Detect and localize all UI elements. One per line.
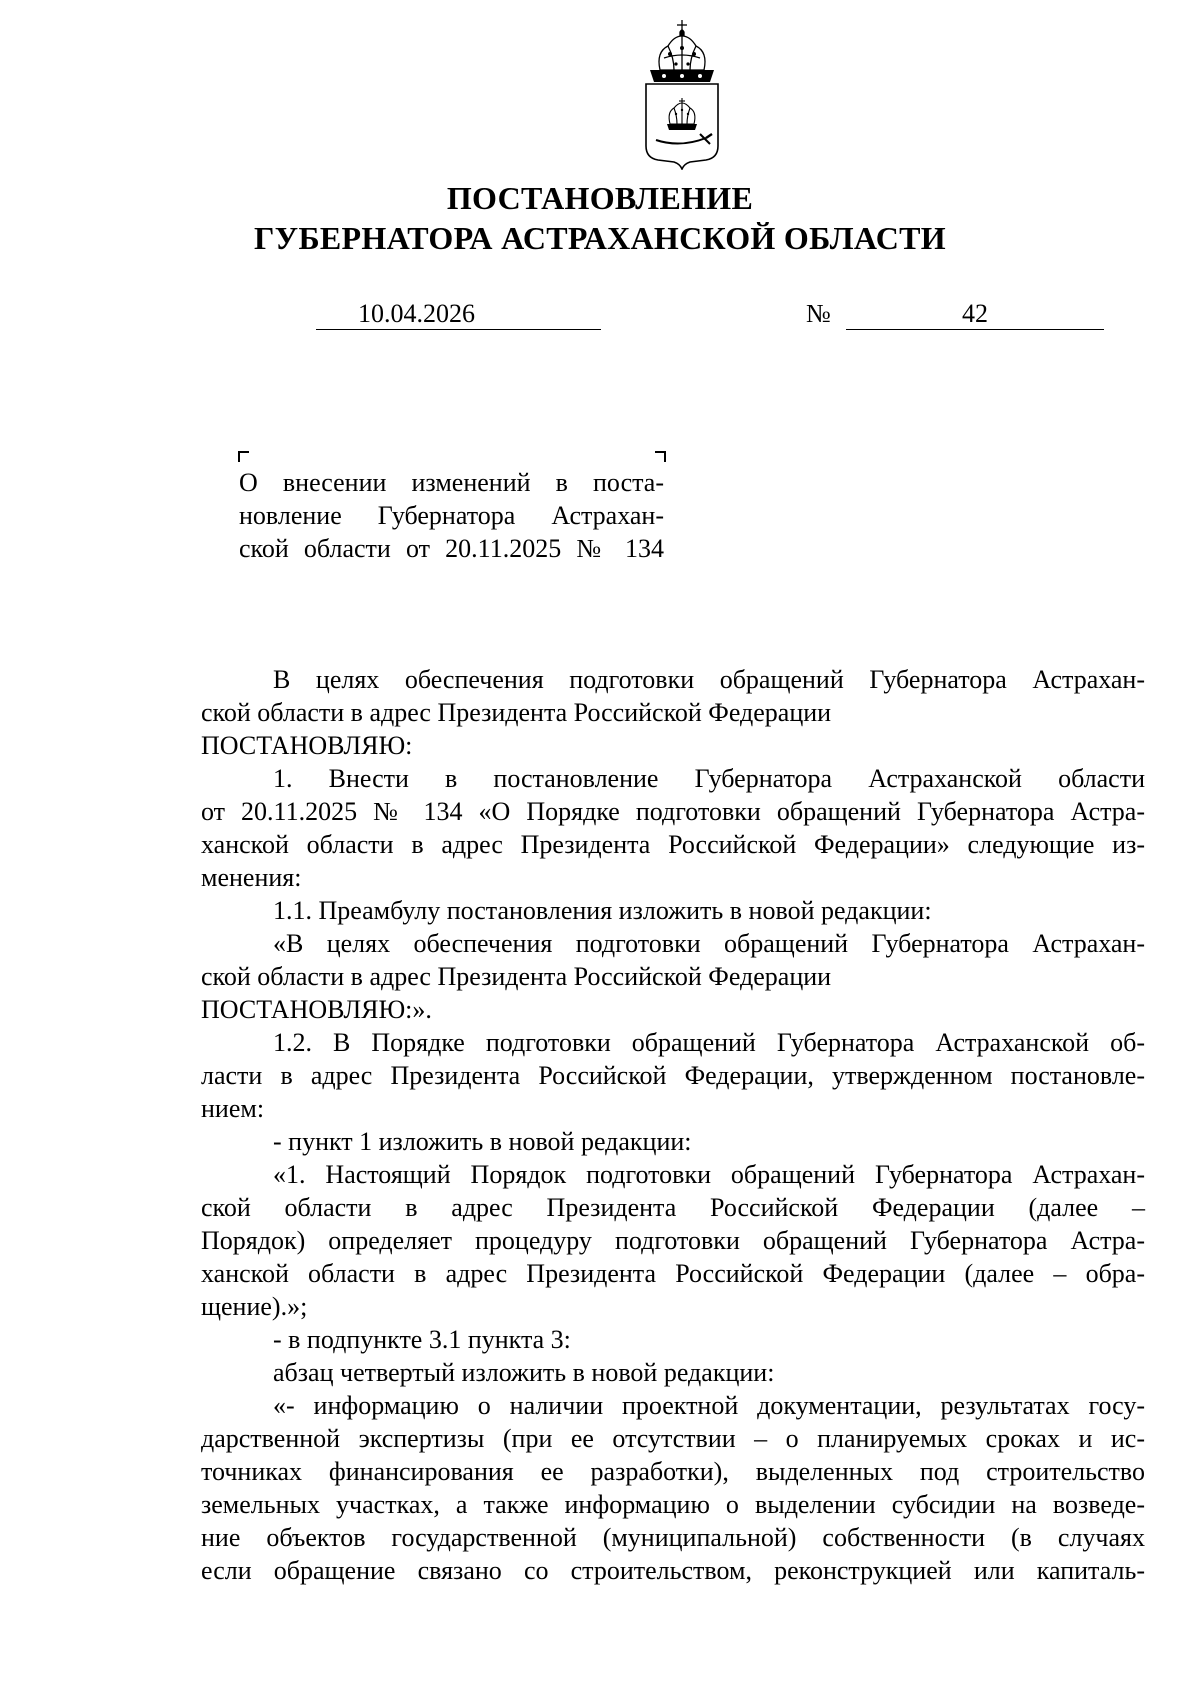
body-line: ПОСТАНОВЛЯЮ:: [201, 731, 413, 760]
body-line: если обращение связано со строительством, реконструкцией или капиталь-: [201, 1556, 1145, 1585]
body-line: - в подпункте 3.1 пункта 3:: [273, 1325, 571, 1354]
date-field: [316, 299, 601, 330]
body-line: «- информацию о наличии проектной документации, результатах госу-: [273, 1391, 1145, 1420]
document-type-title: ПОСТАНОВЛЕНИЕ: [446, 180, 754, 216]
body-line: щение).»;: [201, 1292, 308, 1321]
document-body: [201, 663, 1145, 1587]
body-line: нием:: [201, 1094, 265, 1123]
body-line: ласти в адрес Президента Российской Федерации, утвержденном постановле-: [201, 1061, 1145, 1090]
coat-of-arms-icon: [640, 18, 724, 170]
issuer-title: ГУБЕРНАТОРА АСТРАХАНСКОЙ ОБЛАСТИ: [254, 220, 946, 256]
body-line: ской области в адрес Президента Российской Федерации: [201, 698, 832, 727]
body-line: ской области в адрес Президента Российской Федерации (далее –: [201, 1193, 1145, 1222]
body-line: - пункт 1 изложить в новой редакции:: [273, 1127, 692, 1156]
subject-bracket-right: [655, 451, 666, 462]
subject-line: О внесении изменений в поста-: [239, 468, 664, 497]
body-line: менения:: [201, 863, 302, 892]
subject-block: [239, 466, 664, 565]
subject-line: новление Губернатора Астрахан-: [239, 501, 664, 530]
body-line: точниках финансирования ее разработки), выделенных под строительство: [201, 1457, 1145, 1486]
body-line: абзац четвертый изложить в новой редакции:: [273, 1358, 775, 1387]
body-line: «1. Настоящий Порядок подготовки обращений Губернатора Астрахан-: [273, 1160, 1145, 1189]
number-sign: №: [806, 299, 831, 328]
subject-line: ской области от 20.11.2025 № 134: [239, 534, 664, 563]
subject-bracket-left: [238, 451, 249, 462]
body-line: Порядок) определяет процедуру подготовки обращений Губернатора Астра-: [201, 1226, 1145, 1255]
body-line: ПОСТАНОВЛЯЮ:».: [201, 995, 432, 1024]
body-line: 1. Внести в постановление Губернатора Астраханской области: [273, 764, 1145, 793]
body-line: ханской области в адрес Президента Российской Федерации» следующие из-: [201, 830, 1145, 859]
number-field: [846, 299, 1104, 330]
body-line: от 20.11.2025 № 134 «О Порядке подготовки обращений Губернатора Астра-: [201, 797, 1145, 826]
date-value: 10.04.2026: [358, 299, 475, 328]
body-line: ханской области в адрес Президента Российской Федерации (далее – обра-: [201, 1259, 1145, 1288]
body-line: «В целях обеспечения подготовки обращений Губернатора Астрахан-: [273, 929, 1145, 958]
body-line: ние объектов государственной (муниципальной) собственности (в случаях: [201, 1523, 1145, 1552]
body-line: дарственной экспертизы (при ее отсутствии – о планируемых сроках и ис-: [201, 1424, 1145, 1453]
number-value: 42: [962, 299, 988, 328]
body-line: ской области в адрес Президента Российской Федерации: [201, 962, 832, 991]
body-line: 1.2. В Порядке подготовки обращений Губернатора Астраханской об-: [273, 1028, 1145, 1057]
body-line: В целях обеспечения подготовки обращений Губернатора Астрахан-: [273, 665, 1145, 694]
body-line: земельных участках, а также информацию о выделении субсидии на возведе-: [201, 1490, 1145, 1519]
body-line: 1.1. Преамбулу постановления изложить в новой редакции:: [273, 896, 932, 925]
